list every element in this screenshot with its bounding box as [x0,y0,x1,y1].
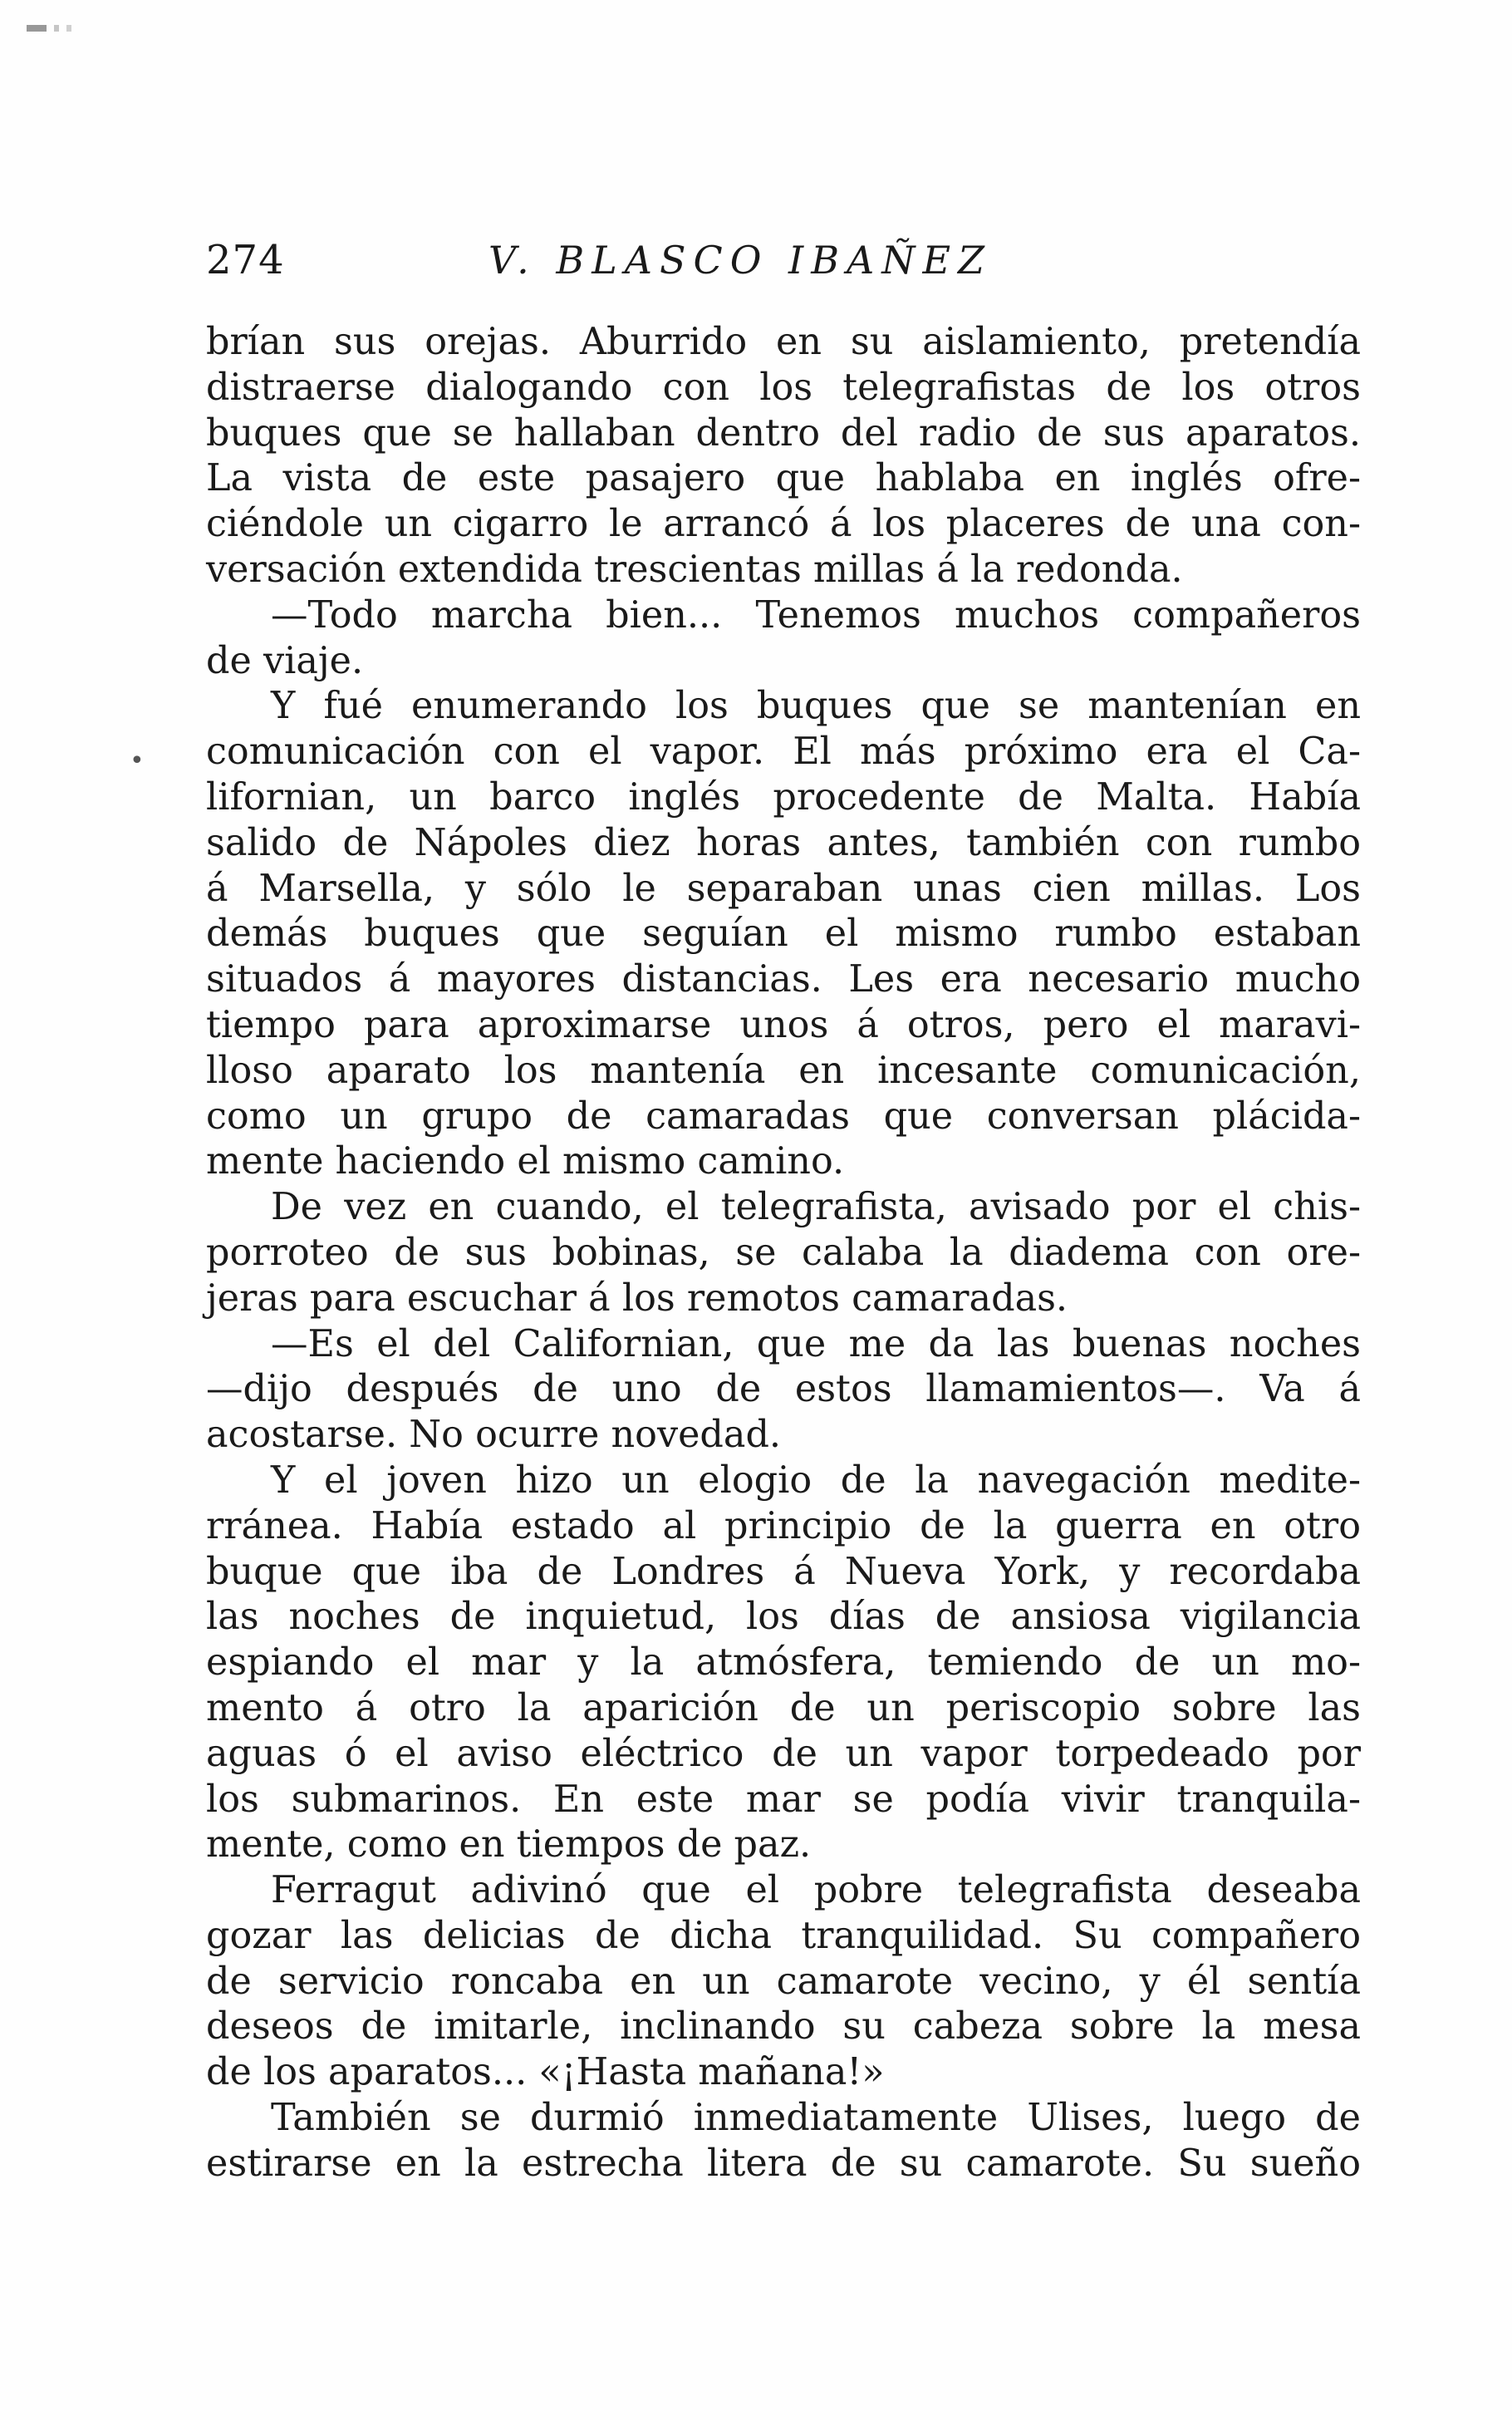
text-line: las noches de inquietud, los días de ansiosa vigilancia [206,1596,1361,1639]
text-line: brían sus orejas. Aburrido en su aislamiento, pretendía [206,321,1361,363]
text-line: mento á otro la aparición de un periscopio sobre las [206,1686,1361,1729]
text-line: deseos de imitarle, inclinando su cabeza sobre la mesa [206,2005,1361,2049]
text-line: mente haciendo el mismo camino. [206,1140,845,1183]
text-line: buques que se hallaban dentro del radio de sus aparatos. [206,411,1361,455]
text-line: tiempo para aproximarse unos á otros, pero el maravi- [206,1003,1361,1046]
page-number: 274 [206,237,285,283]
text-line: rránea. Había estado al principio de la guerra en otro [206,1504,1361,1547]
text-line: —dijo después de uno de estos llamamientos—. Va á [206,1368,1361,1411]
text-line: mente, como en tiempos de paz. [206,1823,812,1867]
text-line: de viaje. [206,639,364,682]
text-line: lloso aparato los mantenía en incesante comunicación, [206,1049,1361,1092]
text-line: demás buques que seguían el mismo rumbo estaban [206,912,1361,956]
text-line: La vista de este pasajero que hablaba en inglés ofre- [206,457,1361,500]
text-line: espiando el mar y la atmósfera, temiendo de un mo- [206,1641,1361,1685]
running-head: V. BLASCO IBAÑEZ [488,238,993,283]
text-line: salido de Nápoles diez horas antes, también con rumbo [206,821,1361,864]
text-line: estirarse en la estrecha litera de su camarote. Su sueño [206,2142,1361,2185]
text-line: porroteo de sus bobinas, se calaba la diadema con ore- [206,1231,1361,1274]
text-line: Y fué enumerando los buques que se mantenían en [271,685,1361,728]
text-line: distraerse dialogando con los telegrafistas de los otros [206,366,1361,409]
text-line: comunicación con el vapor. El más próximo era el Ca- [206,730,1361,774]
text-line: acostarse. No ocurre novedad. [206,1414,782,1457]
text-line: De vez en cuando, el telegrafista, avisado por el chis- [271,1186,1361,1229]
text-line: —Es el del Californian, que me da las buenas noches [271,1322,1361,1365]
text-line: de servicio roncaba en un camarote vecino, y él sentía [206,1960,1361,2003]
text-line: ciéndole un cigarro le arrancó á los placeres de una con- [206,503,1361,546]
body-text [206,320,1361,2187]
text-line: —Todo marcha bien... Tenemos muchos compañeros [271,593,1361,637]
text-line: á Marsella, y sólo le separaban unas cien millas. Los [206,867,1361,910]
margin-dot: • [130,746,145,775]
text-line: los submarinos. En este mar se podía vivir tranquila- [206,1778,1361,1821]
text-line: buque que iba de Londres á Nueva York, y recordaba [206,1550,1361,1593]
text-line: versación extendida trescientas millas á la redonda. [206,548,1183,591]
text-line: También se durmió inmediatamente Ulises, luego de [271,2097,1361,2140]
text-line: Ferragut adivinó que el pobre telegrafista deseaba [271,1869,1361,1912]
text-line: como un grupo de camaradas que conversan plácida- [206,1094,1361,1138]
text-line: jeras para escuchar á los remotos camaradas. [206,1276,1068,1320]
page-header [206,231,1361,289]
text-line: de los aparatos... «¡Hasta mañana!» [206,2051,885,2094]
text-line: situados á mayores distancias. Les era necesario mucho [206,958,1361,1001]
text-line: Y el joven hizo un elogio de la navegación medite- [271,1458,1361,1502]
scan-speck [27,25,76,32]
text-line: gozar las delicias de dicha tranquilidad. Su compañero [206,1914,1361,1957]
text-line: aguas ó el aviso eléctrico de un vapor torpedeado por [206,1732,1361,1775]
text-line: lifornian, un barco inglés procedente de Malta. Había [206,775,1361,819]
